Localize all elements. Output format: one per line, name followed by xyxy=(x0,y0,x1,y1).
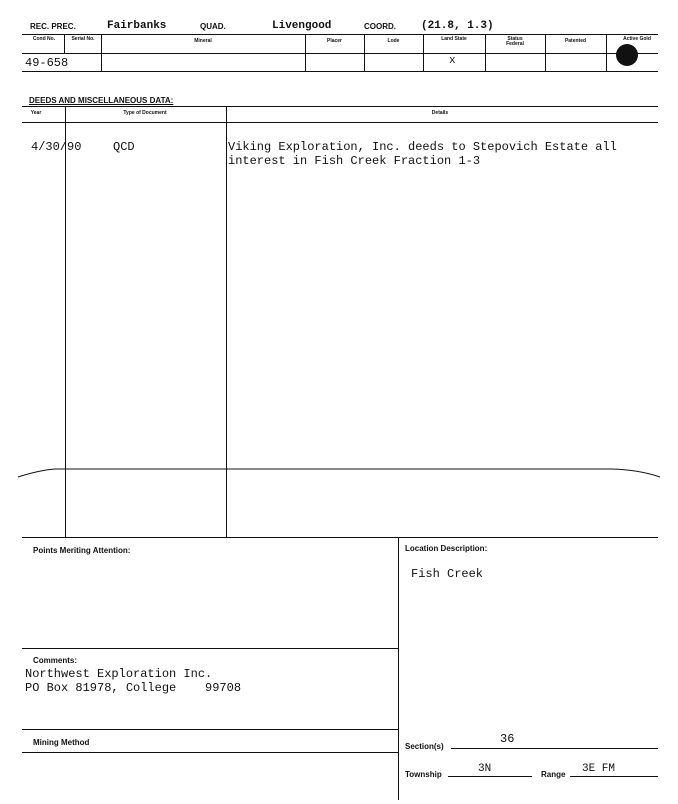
section-label: Section(s) xyxy=(405,742,444,751)
township-underline xyxy=(448,776,532,777)
range-underline xyxy=(570,776,658,777)
comments-line2: PO Box 81978, College 99708 xyxy=(25,681,242,695)
deeds-col-type: Type of Document xyxy=(123,110,167,116)
rec-prec-value: Fairbanks xyxy=(107,20,167,32)
deed-details-line2: interest in Fish Creek Fraction 1-3 xyxy=(228,154,481,168)
col-header-land-state: Land State xyxy=(441,36,467,42)
deeds-bottom-rule xyxy=(22,537,658,538)
col-header-cond-no: Cond No. xyxy=(32,36,56,42)
col-divider xyxy=(606,35,607,72)
col-divider xyxy=(64,35,65,54)
mining-method-rule xyxy=(22,752,398,753)
deeds-top-rule xyxy=(22,106,658,107)
range-value: 3E FM xyxy=(582,763,616,775)
active-marker-dot xyxy=(616,44,638,66)
deeds-section-title: DEEDS AND MISCELLANEOUS DATA: xyxy=(29,96,174,105)
range-label: Range xyxy=(541,770,566,779)
section-underline xyxy=(451,748,658,749)
col-header-serial-no: Serial No. xyxy=(71,36,95,42)
deed-type: QCD xyxy=(113,140,135,154)
col-header-mineral: Mineral xyxy=(194,38,212,44)
col-header-patented: Patented xyxy=(564,38,587,44)
deed-details-line1: Viking Exploration, Inc. deeds to Stepovich Estate all xyxy=(228,140,617,154)
points-meriting-attention-label: Points Meriting Attention: xyxy=(33,546,131,555)
col-header-status-federal: Status Federal xyxy=(506,36,524,47)
lower-center-divider xyxy=(398,538,399,800)
cond-no-value: 49-658 xyxy=(25,56,69,70)
deeds-col-details: Details xyxy=(431,110,449,116)
rec-prec-label: REC. PREC. xyxy=(30,22,76,31)
section-value: 36 xyxy=(500,732,515,746)
col-divider xyxy=(423,35,424,72)
township-label: Township xyxy=(405,770,442,779)
coord-label: COORD. xyxy=(364,22,396,31)
claim-table-header-rule xyxy=(22,53,658,54)
col-header-active: Active Gold xyxy=(623,36,651,42)
page-fold-line xyxy=(0,462,678,482)
quad-value: Livengood xyxy=(272,20,332,32)
land-state-mark: x xyxy=(449,55,456,67)
points-bottom-rule xyxy=(22,648,398,649)
quad-label: QUAD. xyxy=(200,22,226,31)
location-description-label: Location Description: xyxy=(405,544,488,553)
comments-bottom-rule xyxy=(22,729,398,730)
deeds-header-rule xyxy=(22,122,658,123)
col-divider xyxy=(485,35,486,72)
col-header-placer: Placer xyxy=(326,38,342,44)
col-header-lode: Lode xyxy=(387,38,400,44)
comments-line1: Northwest Exploration Inc. xyxy=(25,667,213,681)
claim-table-bottom-rule xyxy=(22,71,658,72)
comments-label: Comments: xyxy=(33,656,78,665)
township-value: 3N xyxy=(478,763,492,775)
header-rule xyxy=(22,34,658,35)
location-description-value: Fish Creek xyxy=(411,567,484,581)
mining-method-label: Mining Method xyxy=(33,738,90,747)
coord-value: (21.8, 1.3) xyxy=(421,20,494,32)
deed-year: 4/30/90 xyxy=(31,140,82,154)
deeds-col-year: Year xyxy=(30,110,42,116)
